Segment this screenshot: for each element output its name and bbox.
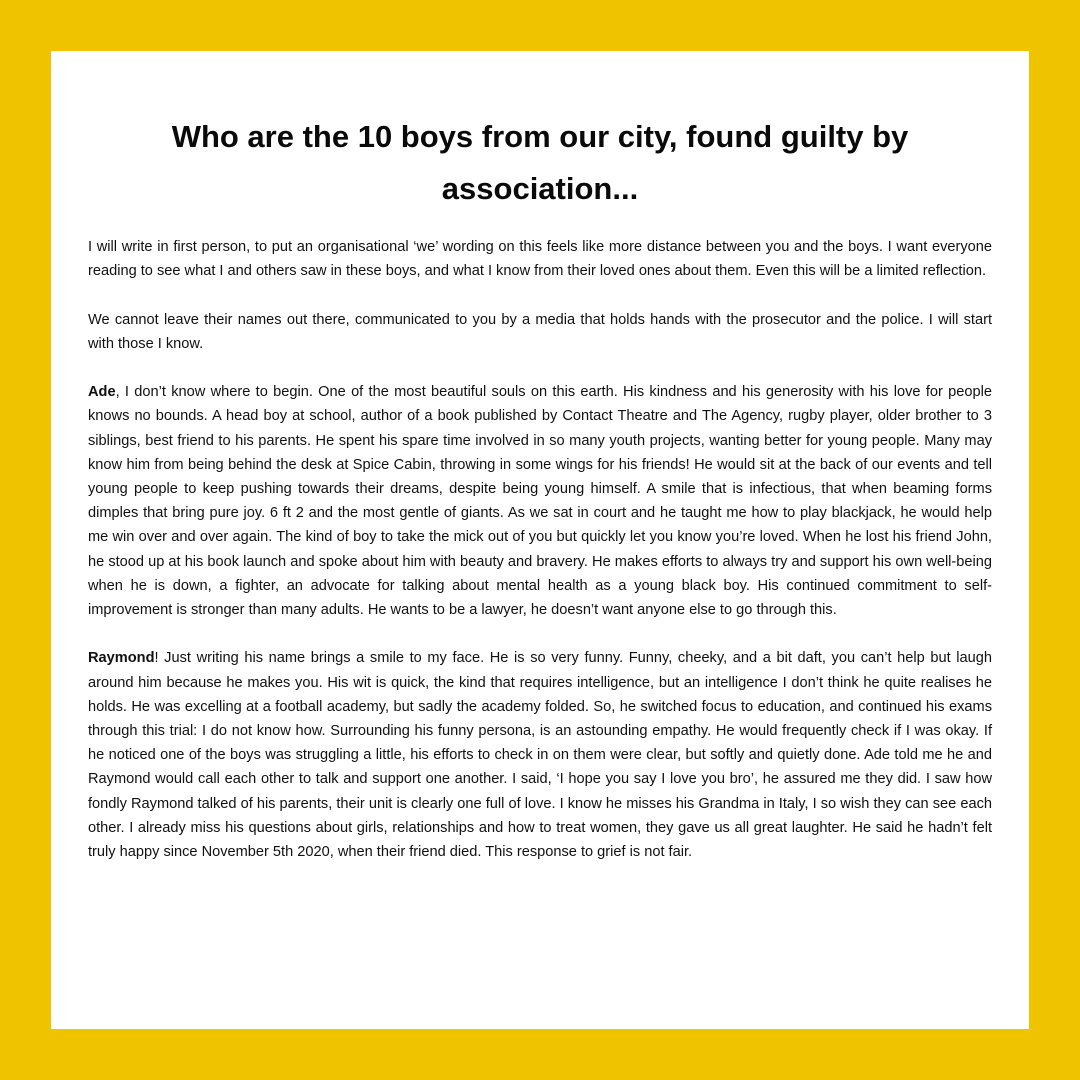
ade-paragraph <box>88 380 992 622</box>
page-title: Who are the 10 boys from our city, found guilty by association... <box>171 119 909 206</box>
raymond-paragraph <box>88 646 992 864</box>
ade-text: , I don’t know where to begin. One of the most beautiful souls on this earth. His kindness and his generosity with his love for people knows no bounds. A head boy at school, author of a book published by Contact Theatre and The Agency, rugby player, older brother to 3 siblings, best friend to his parents. He spent his spare time involved in so many youth projects, wanting better for young people. Many may know him from being behind the desk at Spice Cabin, throwing in some wings for his friends! He would sit at the back of our events and tell young people to keep pushing towards their dreams, despite being young himself. A smile that is infectious, that when beaming forms dimples that bring pure joy. 6 ft 2 and the most gentle of giants. As we sat in court and he taught me how to play blackjack, he would help me win over and over again. The kind of boy to take the mick out of you but quickly let you know you’re loved. When he lost his friend John, he stood up at his book launch and spoke about him with beauty and bravery. He makes efforts to always try and support his own well-being when he is down, a fighter, an advocate for talking about mental health as a young black boy. His continued commitment to self-improvement is stronger than many adults. He wants to be a lawyer, he doesn’t want anyone else to go through this. <box>88 384 992 619</box>
ade-name: Ade <box>88 384 116 401</box>
content-card <box>51 51 1029 1029</box>
intro-paragraph: I will write in first person, to put an organisational ‘we’ wording on this feels like more distance between you and the boys. I want everyone reading to see what I and others saw in these boys, and what I know from their loved ones about them. Even this will be a limited reflection. <box>88 239 992 280</box>
raymond-text: ! Just writing his name brings a smile to my face. He is so very funny. Funny, cheeky, and a bit daft, you can’t help but laugh around him because he makes you. His wit is quick, the kind that requires intelligence, but an intelligence I don’t think he quite realises he holds. He was excelling at a football academy, but sadly the academy folded. So, he switched focus to education, and continued his exams through this trial: I do not know how. Surrounding his funny persona, is an astounding empathy. He would frequently check if I was okay. If he noticed one of the boys was struggling a little, his efforts to check in on them were clear, but softly and quietly done. Ade told me he and Raymond would call each other to talk and support one another. I said, ‘I hope you say I love you bro’, he assured me they did. I saw how fondly Raymond talked of his parents, their unit is clearly one full of love. I know he misses his Grandma in Italy, I so wish they can see each other. I already miss his questions about girls, relationships and how to treat women, they gave us all great laughter. He said he hadn’t felt truly happy since November 5th 2020, when their friend died. This response to grief is not fair. <box>88 650 992 861</box>
article-body <box>88 235 992 888</box>
names-paragraph: We cannot leave their names out there, communicated to you by a media that holds hands with the prosecutor and the police. I will start with those I know. <box>88 311 992 352</box>
raymond-name: Raymond <box>88 650 155 667</box>
